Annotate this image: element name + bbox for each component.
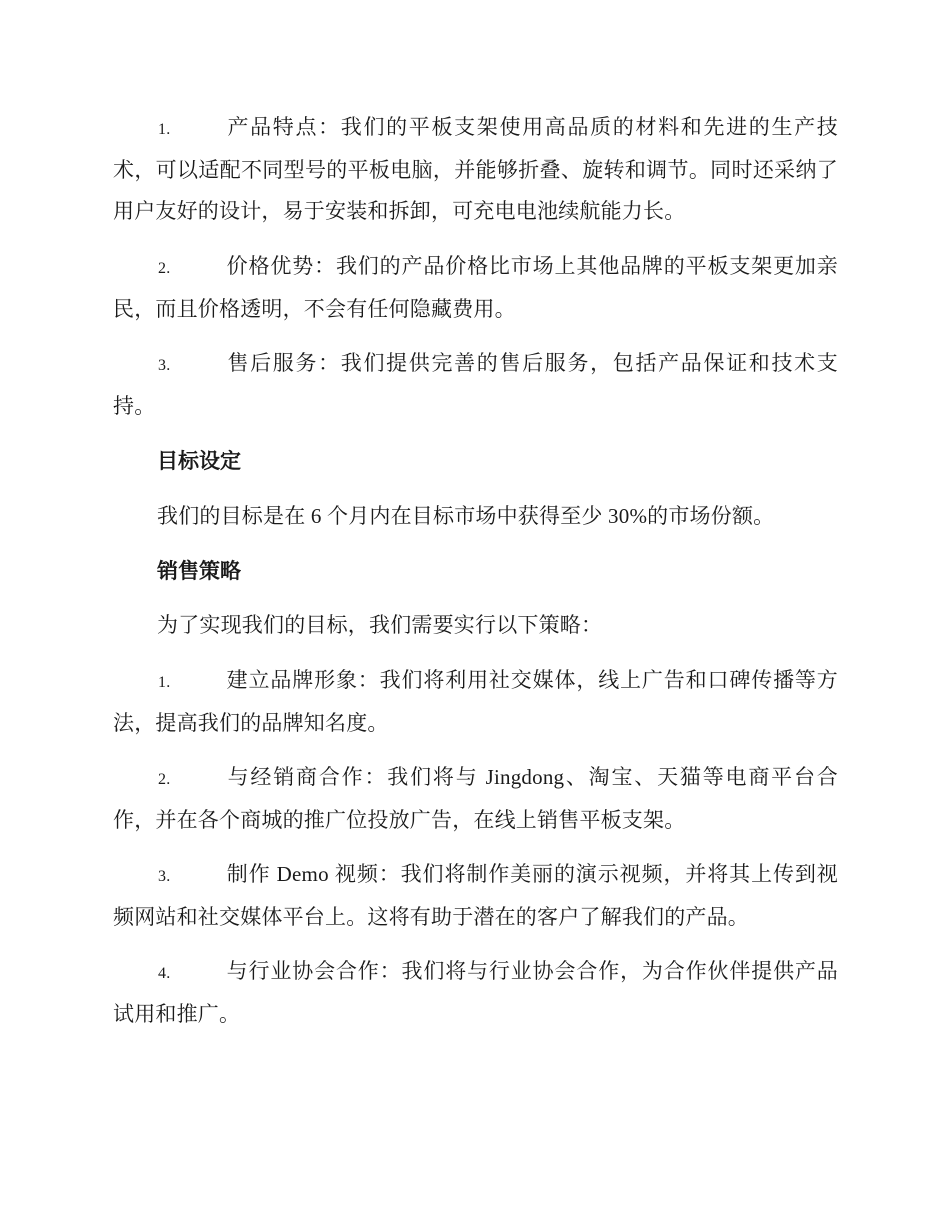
strategy-intro: 为了实现我们的目标，我们需要实行以下策略： — [157, 613, 603, 637]
list-number: 2. — [158, 771, 171, 788]
feature-item-1 — [113, 107, 838, 232]
list-text: 售后服务：我们提供完善的售后服务，包括产品保证和技术支持。 — [113, 351, 838, 418]
list-number: 4. — [158, 965, 171, 982]
strategy-item-3 — [113, 854, 838, 938]
feature-item-3 — [113, 343, 838, 427]
goal-heading: 目标设定 — [157, 449, 241, 473]
list-number: 2. — [158, 260, 171, 277]
list-text: 与经销商合作：我们将与 Jingdong、淘宝、天猫等电商平台合作，并在各个商城的推广位投放广告，在线上销售平板支架。 — [113, 765, 838, 832]
strategy-item-1 — [113, 660, 838, 744]
list-number: 1. — [158, 674, 171, 691]
list-number: 1. — [158, 121, 171, 138]
strategy-heading: 销售策略 — [157, 559, 241, 583]
list-text: 建立品牌形象：我们将利用社交媒体，线上广告和口碑传播等方法，提高我们的品牌知名度。 — [113, 668, 838, 735]
list-number: 3. — [158, 357, 171, 374]
goal-text: 我们的目标是在 6 个月内在目标市场中获得至少 30%的市场份额。 — [157, 504, 775, 528]
strategy-item-2 — [113, 757, 838, 841]
list-text: 产品特点：我们的平板支架使用高品质的材料和先进的生产技术，可以适配不同型号的平板电脑，并能够折叠、旋转和调节。同时还采纳了用户友好的设计，易于安装和拆卸，可充电电池续航能力长。 — [113, 115, 838, 223]
list-number: 3. — [158, 868, 171, 885]
strategy-item-4 — [113, 951, 838, 1035]
list-text: 制作 Demo 视频：我们将制作美丽的演示视频，并将其上传到视频网站和社交媒体平台上。这将有助于潜在的客户了解我们的产品。 — [113, 862, 838, 929]
list-text: 价格优势：我们的产品价格比市场上其他品牌的平板支架更加亲民，而且价格透明，不会有任何隐藏费用。 — [113, 254, 838, 321]
feature-item-2 — [113, 246, 838, 330]
list-text: 与行业协会合作：我们将与行业协会合作，为合作伙伴提供产品试用和推广。 — [113, 959, 838, 1026]
